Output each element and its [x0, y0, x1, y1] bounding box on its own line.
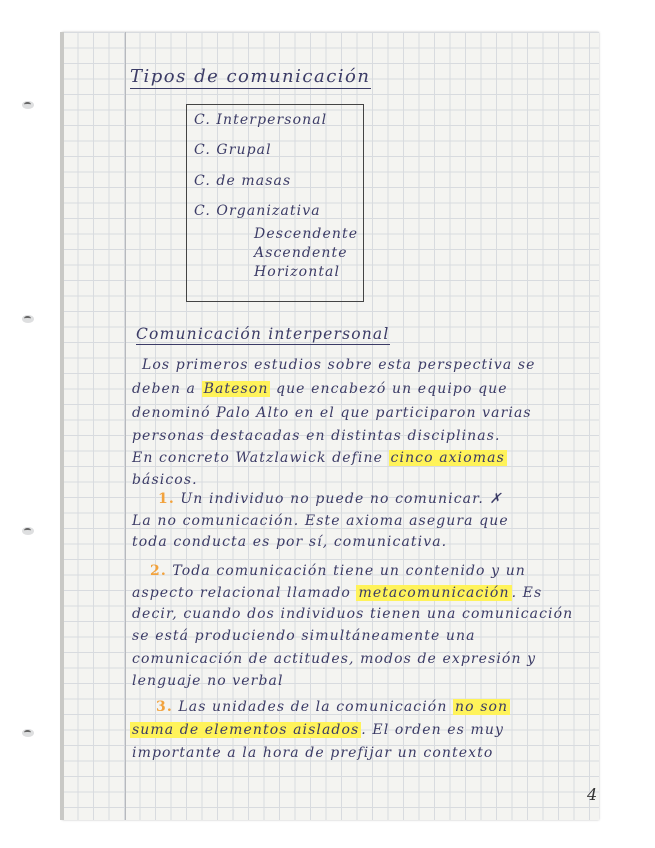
page-title: Tipos de comunicación [130, 66, 371, 87]
notebook-page [62, 32, 599, 820]
axiom-1-line-1: 1. Un individuo no puede no comunicar. ✗ [158, 491, 503, 507]
highlight-bateson: Bateson [203, 381, 269, 397]
intro-line-1: Los primeros estudios sobre esta perspectiva se [142, 357, 536, 373]
margin-line [125, 32, 126, 820]
highlight-metacomunicacion: metacomunicación [358, 585, 510, 601]
axiom-3-line-3: importante a la hora de prefijar un contexto [132, 745, 494, 761]
binder-hole [22, 315, 34, 323]
axiom-2-line-6: lenguaje no verbal [132, 673, 284, 689]
section-title: Comunicación interpersonal [136, 325, 390, 343]
binder-hole [22, 729, 34, 737]
axiom-3-line-2: suma de elementos aislados . El orden es muy [132, 722, 505, 738]
type-grupal: C. Grupal [194, 142, 272, 158]
page-number: 4 [587, 785, 598, 804]
type-interpersonal: C. Interpersonal [194, 112, 328, 128]
axiom-2-line-1: 2. Toda comunicación tiene un contenido y un [150, 563, 526, 579]
intro-line-6: básicos. [132, 472, 198, 488]
highlight-no-son: no son [455, 699, 509, 715]
axiom-2-number: 2. [150, 563, 167, 579]
subtype-ascendente: Ascendente [254, 245, 348, 261]
intro-line-3: denominó Palo Alto en el que participaron varias [132, 405, 532, 421]
axiom-2-line-5: comunicación de actitudes, modos de expresión y [132, 651, 537, 667]
intro-line-4: personas destacadas en distintas disciplinas. [132, 428, 501, 444]
axiom-1-line-3: toda conducta es por sí, comunicativa. [132, 534, 448, 550]
subtype-horizontal: Horizontal [254, 264, 341, 280]
type-masas: C. de masas [194, 173, 292, 189]
highlight-suma-elementos: suma de elementos aislados [132, 722, 360, 738]
binding-edge [60, 32, 64, 820]
binder-hole [22, 527, 34, 535]
type-organizativa: C. Organizativa [194, 203, 321, 219]
highlight-cinco-axiomas: cinco axiomas [390, 450, 505, 466]
intro-line-2: deben a Bateson que encabezó un equipo que [132, 381, 508, 397]
intro-line-5: En concreto Watzlawick define cinco axiomas [132, 450, 505, 466]
binder-hole [22, 101, 34, 109]
axiom-3-number: 3. [156, 699, 173, 715]
axiom-2-line-2: aspecto relacional llamado metacomunicación . Es [132, 585, 543, 601]
axiom-2-line-3: decir, cuando dos individuos tienen una comunicación [132, 606, 574, 622]
axiom-3-line-1: 3. Las unidades de la comunicación no son [156, 699, 509, 715]
axiom-2-line-4: se está produciendo simultáneamente una [132, 628, 476, 644]
subtype-descendente: Descendente [254, 226, 359, 242]
axiom-1-number: 1. [158, 491, 175, 507]
axiom-1-line-2: La no comunicación. Este axioma asegura que [132, 513, 509, 529]
